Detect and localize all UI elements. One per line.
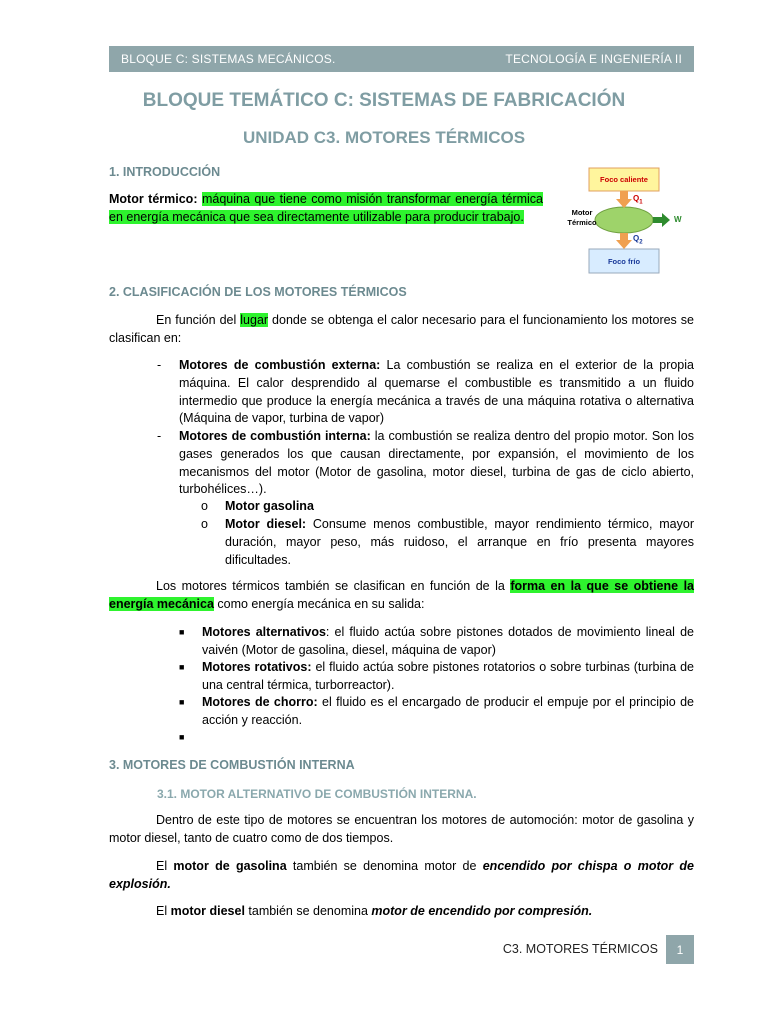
diesel-engine-title: Motor diesel: [225,517,307,531]
section3-p2 [109,858,694,894]
engine-label [562,208,602,228]
hot-source-label: Foco caliente [600,175,648,184]
internal-combustion-title: Motores de combustión interna: [179,429,371,443]
intro-text-a: En función del [156,313,241,327]
p2-text-a: El [156,859,174,873]
header-right: TECNOLOGÍA E INGENIERÍA II [505,52,682,66]
page-number: 1 [666,935,694,964]
footer-label: C3. MOTORES TÉRMICOS [502,942,658,956]
reciprocating-engines-title: Motores alternativos [202,625,326,639]
p3-text-a: El [156,904,171,918]
jet-engines-text: el fluido es el encargado de producir el empuje por el principio de acción y reacción. [202,695,694,727]
reciprocating-engines-item [202,624,694,660]
dash-marker-1: - [157,358,162,372]
circle-marker-2: o [201,517,208,531]
internal-combustion-item [179,428,694,499]
heat-engine-diagram [562,163,694,278]
rotary-engines-item [202,659,694,695]
para2-text-a: Los motores térmicos también se clasifican en función de la [156,579,511,593]
term-definition: máquina que tiene como misión transformar energía térmica en energía mecánica que sea directamente utilizable para producir trabajo. [109,192,544,224]
gasoline-engine-item [225,498,694,516]
q1-letter: Q [633,194,640,203]
cold-source-label: Foco frío [607,256,641,266]
section2-para2 [109,578,694,614]
header-left: BLOQUE C: SISTEMAS MECÁNICOS. [121,52,336,66]
external-combustion-text: La combustión se realiza en el exterior de la propia máquina. El calor desprendido al quemarse el combustible es transmitido a un fluido intermedio que produce la energía mecánica a través de una máquina rotativa o alternativa (Máquina de vapor, turbina de vapor) [179,358,694,426]
circle-marker-1: o [201,499,208,513]
section1-heading: 1. INTRODUCCIÓN [109,165,221,179]
internal-combustion-text: la combustión se realiza dentro del propio motor. Son los gases generados los que causan directamente, por expansión, el movimiento de los mecanismos del motor (Motor de gasolina, motor diesel, turbina de gas de ciclo abierto, turbohélices…). [179,429,695,497]
para2-highlight: forma en la que se obtiene la energía mecánica [109,579,695,611]
external-combustion-title: Motores de combustión externa: [179,358,381,372]
reciprocating-engines-text: : el fluido actúa sobre pistones dotados de movimiento lineal de vaivén (Motor de gasolina, diesel, máquina de vapor) [202,625,694,657]
page-subtitle: UNIDAD C3. MOTORES TÉRMICOS [242,128,526,147]
page-title: BLOQUE TEMÁTICO C: SISTEMAS DE FABRICACIÓN [142,90,626,111]
p3-bold-italic: motor de encendido por compresión. [371,904,593,918]
section2-heading: 2. CLASIFICACIÓN DE LOS MOTORES TÉRMICOS [109,285,407,299]
square-bullet-4: ■ [179,732,185,742]
p3-bold: motor diesel [170,904,245,918]
q1-label [633,194,643,206]
q2-subscript: 2 [639,239,643,246]
diesel-engine-item [225,516,694,569]
intro-highlight: lugar [240,313,269,327]
engine-label-line1: Motor [571,208,593,217]
gasoline-engine-title: Motor gasolina [225,499,314,513]
square-bullet-1: ■ [179,627,185,637]
section3-p3 [109,903,694,921]
rotary-engines-title: Motores rotativos: [202,660,312,674]
diesel-engine-text: Consume menos combustible, mayor rendimiento térmico, mayor duración, mayor peso, más ruidoso, el arranque en frío presenta mayores dificultades. [225,517,694,567]
section3-heading: 3. MOTORES DE COMBUSTIÓN INTERNA [109,758,355,772]
p2-bold-italic: encendido por chispa o motor de explosión. [109,859,694,891]
para2-text-b: como energía mecánica en su salida: [213,596,425,611]
q2-letter: Q [633,234,640,243]
p3-text-c: también se denomina [244,904,372,918]
dash-marker-2: - [157,429,162,443]
page-header [109,46,694,72]
q1-subscript: 1 [639,199,643,206]
section1-definition [109,191,543,227]
section3-subheading: 3.1. MOTOR ALTERNATIVO DE COMBUSTIÓN INTERNA. [157,787,477,801]
jet-engines-title: Motores de chorro: [202,695,318,709]
engine-label-line2: Térmico [567,218,597,227]
rotary-engines-text: el fluido actúa sobre pistones rotatorios o sobre turbinas (turbina de una central térmica, turborreactor). [202,660,694,692]
square-bullet-3: ■ [179,697,185,707]
q2-label [633,234,643,246]
term-label: Motor térmico: [109,192,198,206]
section2-intro [109,312,694,348]
intro-text-b: donde se obtenga el calor necesario para el funcionamiento los motores se clasifican en: [109,313,695,345]
jet-engines-item [202,694,694,730]
work-label: W [674,215,682,224]
section3-p1: Dentro de este tipo de motores se encuentran los motores de automoción: motor de gasolina y motor diesel, tanto de cuatro como de dos tiempos. [109,813,694,845]
p2-bold: motor de gasolina [173,859,287,873]
square-bullet-2: ■ [179,662,185,672]
external-combustion-item [179,357,694,428]
p2-text-c: también se denomina motor de [286,859,483,873]
